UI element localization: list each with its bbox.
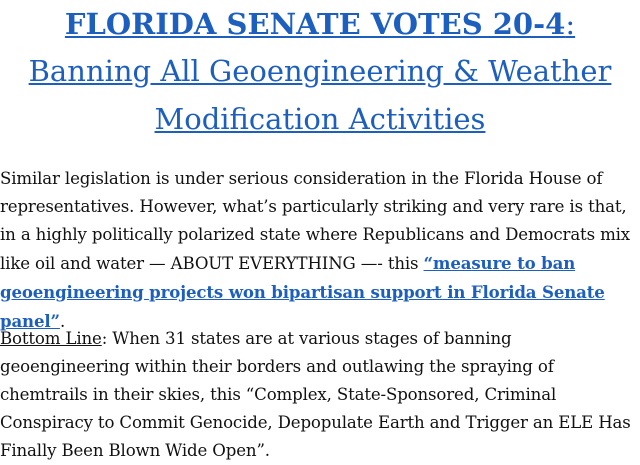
bipartisan-support-link[interactable]: “measure to ban geoengineering projects won bipartisan support in Florida Senate panel” (0, 253, 605, 331)
paragraph-legislation (0, 165, 640, 336)
headline-line-1[interactable] (0, 2, 640, 46)
paragraph-legislation-text: Similar legislation is under serious consideration in the Florida House of representatives. However, what’s particularly striking and very rare is that, in a highly politically polarized state where Republicans and Democrats mix like oil and water — ABOUT EVERYTHING —- this (0, 169, 631, 273)
headline-colon: : (565, 7, 576, 41)
bottom-line-label: Bottom Line (0, 329, 102, 348)
bottom-line-text: : When 31 states are at various stages of banning geoengineering within their borders and outlawing the spraying of chemtrails in their skies, this “Complex, State-Sponsored, Criminal Conspiracy to Commit Genocide, Depopulate Earth and Trigger an ELE Has Finally Been Blown Wide Open”. (0, 329, 631, 460)
headline-line-2[interactable]: Banning All Geoengineering & Weather (28, 54, 612, 88)
headline-line-3[interactable]: Modification Activities (154, 102, 486, 136)
paragraph-legislation-end: . (59, 312, 66, 331)
paragraph-bottom-line (0, 325, 640, 465)
headline-vote-count[interactable]: FLORIDA SENATE VOTES 20-4 (64, 7, 566, 41)
